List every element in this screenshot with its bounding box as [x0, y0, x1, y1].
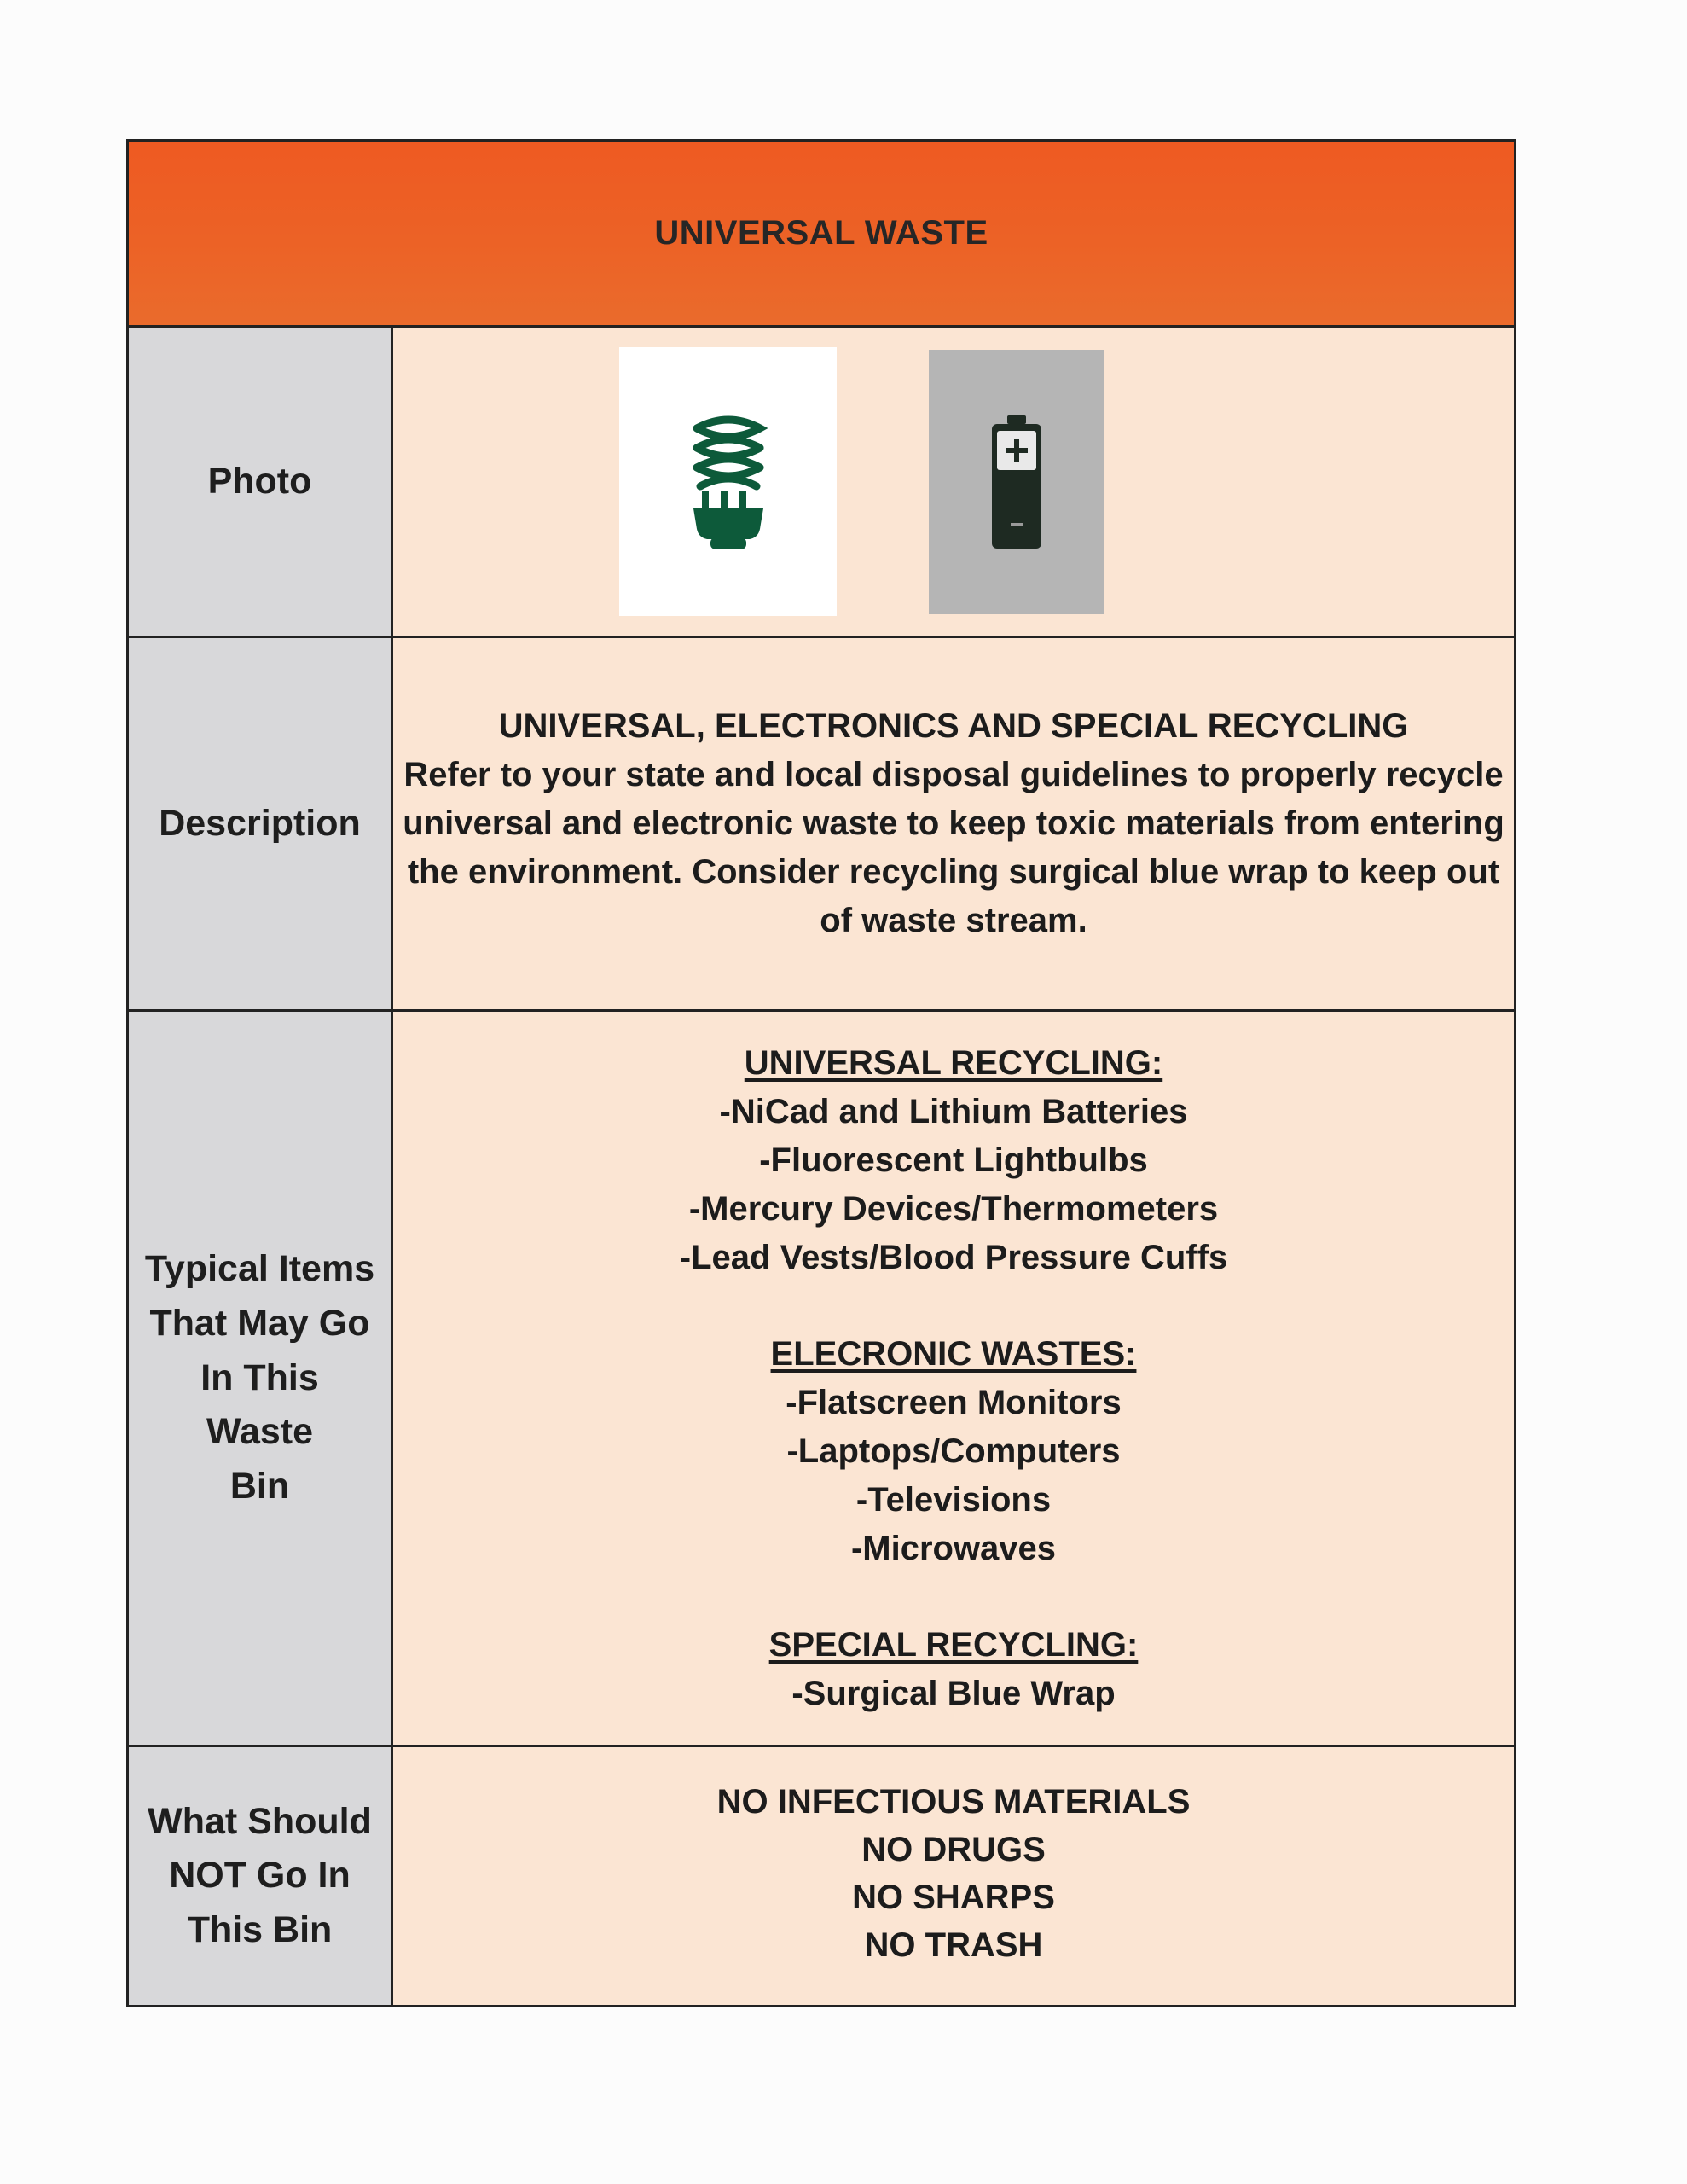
list-item: NO TRASH: [864, 1926, 1043, 1964]
description-line: Refer to your state and local disposal guidelines to properly recycle: [403, 756, 1504, 793]
description-line: of waste stream.: [820, 902, 1087, 939]
typical-items-label: [142, 1242, 377, 1513]
label-line: Bin: [229, 1465, 290, 1507]
table-title: UNIVERSAL WASTE: [654, 214, 988, 252]
list-item: -NiCad and Lithium Batteries: [719, 1092, 1188, 1130]
table-header: [129, 142, 1514, 328]
typical-items-label-cell: [129, 1012, 393, 1747]
list-item: -Fluorescent Lightbulbs: [759, 1141, 1148, 1179]
label-line: Typical Items: [144, 1248, 375, 1290]
list-item: -Surgical Blue Wrap: [791, 1674, 1116, 1712]
battery-icon: [987, 414, 1046, 550]
list-item: -Mercury Devices/Thermometers: [688, 1189, 1219, 1228]
description-heading: UNIVERSAL, ELECTRONICS AND SPECIAL RECYCLING: [498, 707, 1409, 745]
label-line: This Bin: [187, 1908, 333, 1950]
list-item: NO DRUGS: [861, 1831, 1046, 1868]
photo-cell: [393, 328, 1514, 638]
list-item: -Lead Vests/Blood Pressure Cuffs: [679, 1238, 1228, 1276]
list-item: -Laptops/Computers: [786, 1432, 1121, 1470]
universal-recycling-heading: UNIVERSAL RECYCLING:: [744, 1043, 1163, 1082]
list-item: -Flatscreen Monitors: [786, 1383, 1122, 1421]
list-item: -Microwaves: [850, 1529, 1057, 1567]
not-in-bin-label-cell: [129, 1747, 393, 2005]
description-line: the environment. Consider recycling surgical blue wrap to keep out: [407, 853, 1500, 891]
label-line: NOT Go In: [169, 1855, 351, 1896]
description-cell: [393, 638, 1514, 1012]
photo-label-cell: [129, 328, 393, 638]
description-label: Description: [159, 802, 361, 844]
universal-waste-table: [126, 139, 1516, 2007]
electronic-wastes-heading: ELECRONIC WASTES:: [770, 1334, 1137, 1373]
cfl-lightbulb-icon: [681, 410, 775, 555]
list-item: -Televisions: [855, 1480, 1052, 1519]
description-line: universal and electronic waste to keep toxic materials from entering: [403, 804, 1504, 842]
not-in-bin-label: [148, 1795, 372, 1958]
list-item: NO SHARPS: [852, 1879, 1055, 1916]
battery-photo: [929, 350, 1104, 614]
description-label-cell: [129, 638, 393, 1012]
list-item: NO INFECTIOUS MATERIALS: [716, 1783, 1191, 1821]
label-line: What Should: [148, 1800, 372, 1842]
not-in-bin-cell: [393, 1747, 1514, 2005]
lightbulb-photo: [619, 347, 837, 616]
label-line: That May Go: [149, 1303, 370, 1345]
special-recycling-heading: SPECIAL RECYCLING:: [768, 1625, 1139, 1664]
label-line: In This Waste: [200, 1356, 319, 1453]
photo-label: Photo: [207, 460, 312, 502]
typical-items-cell: [393, 1012, 1514, 1747]
